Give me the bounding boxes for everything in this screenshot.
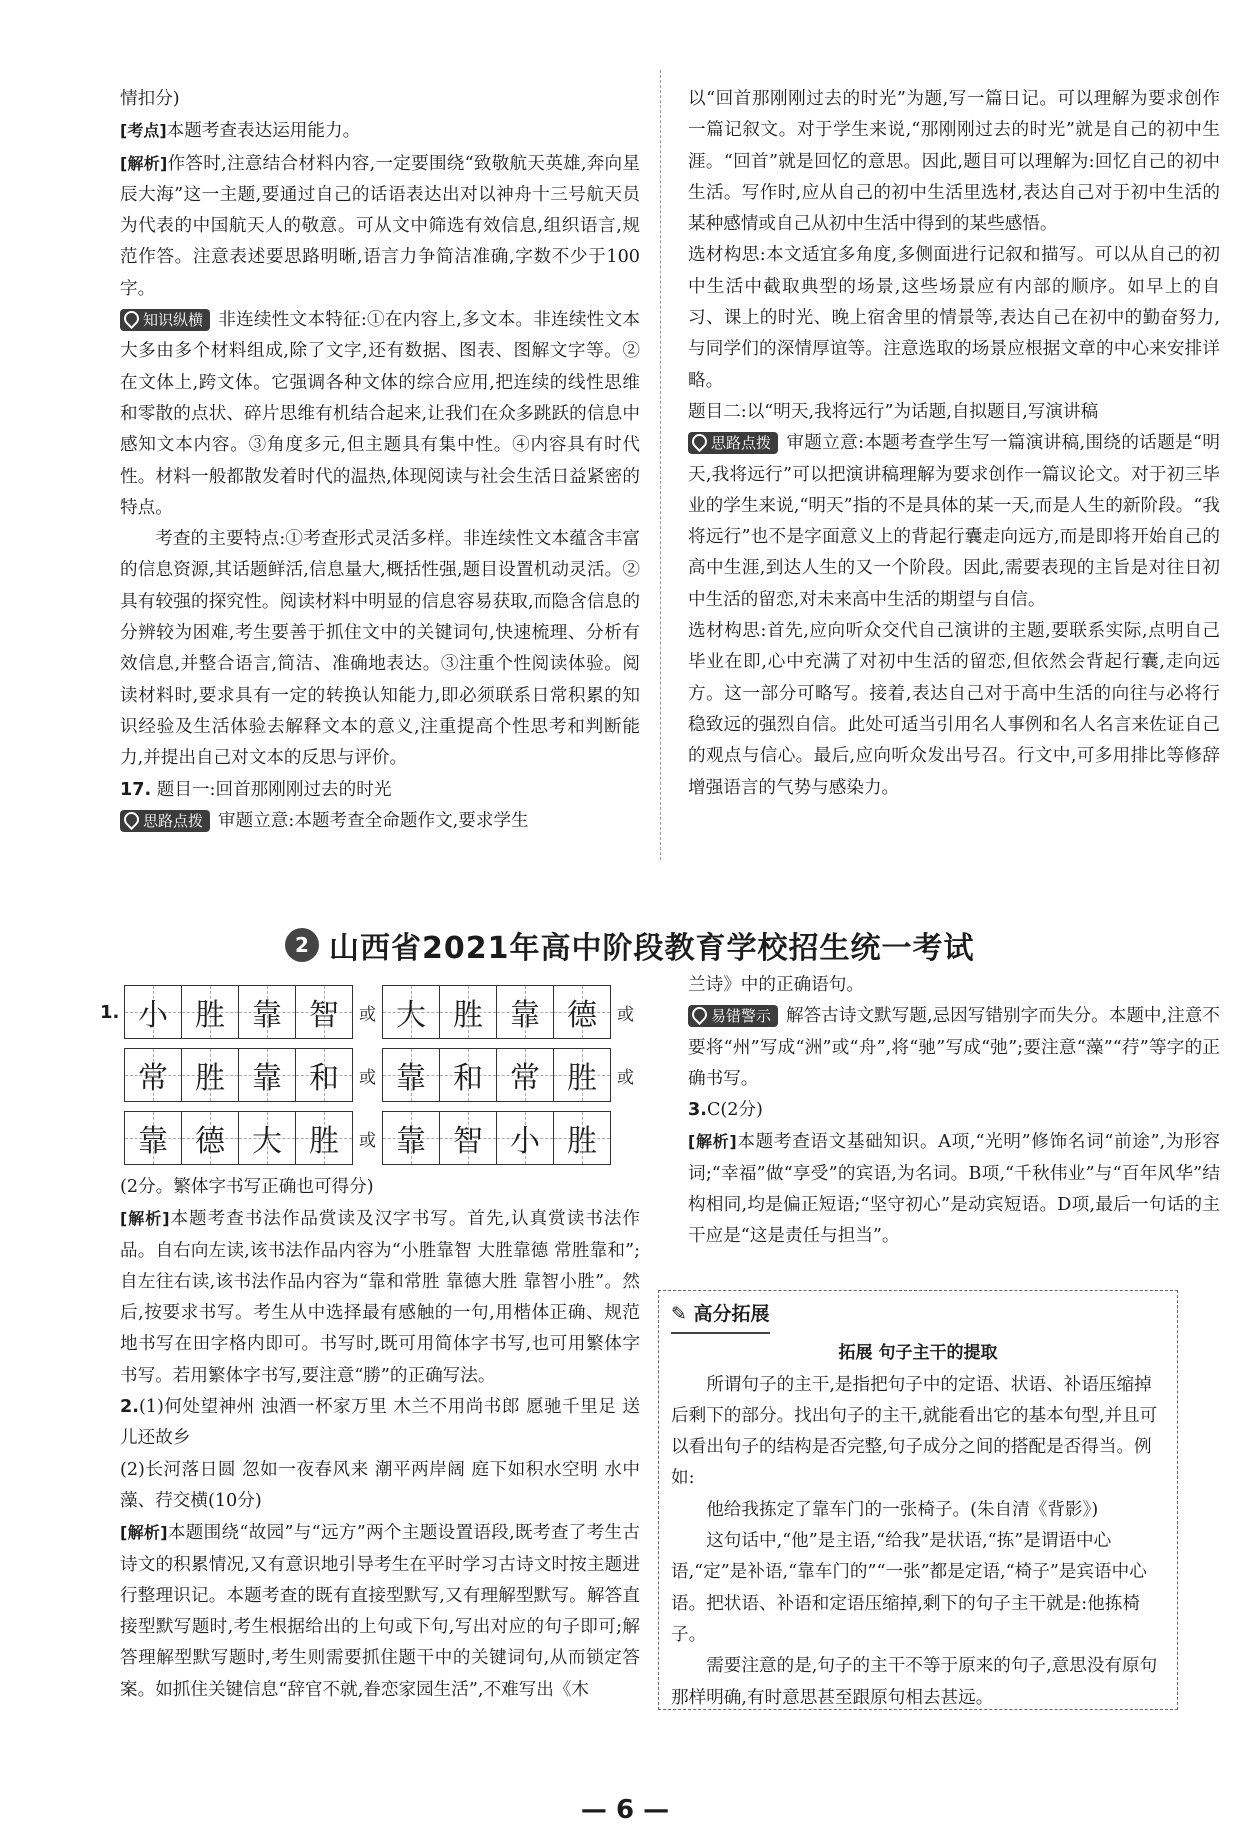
silu-tag-label: 思路点拨 (143, 811, 204, 830)
yicuo-para (688, 1001, 1220, 1095)
grid-cell: 智 (296, 986, 352, 1038)
yicuo-text: 解答古诗文默写题,忌因写错别字而失分。本题中,注意不要将“州”写成“洲”或“舟”,将“驰”写成“弛”;要注意“藻”“荇”等字的正确书写。 (688, 1006, 1220, 1089)
or-label: 或 (359, 1067, 376, 1088)
grid-cell: 常 (125, 1049, 182, 1101)
page-number: — 6 — (580, 1795, 670, 1825)
essay-analysis-1: 以“回首那刚刚过去的时光”为题,写一篇日记。可以理解为要求创作一篇记叙文。对于学生来说,“那刚刚过去的时光”就是自己的初中生涯。“回首”就是回忆的意思。因此,题目可以理解为:回忆自己的初中生活。写作时,应从自己的初中生活里选材,表达自己对于初中生活的某种感情或自己从初中生活中得到的某些感悟。 (688, 89, 1220, 235)
grid-2b (382, 1048, 611, 1102)
grid-2a (124, 1048, 353, 1102)
grid-cell: 靠 (125, 1112, 182, 1164)
q2-a2: (2)长河落日圆 忽如一夜春风来 潮平两岸阔 庭下如积水空明 水中藻、荇交横(10分) (120, 1459, 640, 1511)
box-title: 拓展 句子主干的提取 (838, 1343, 998, 1364)
pin-icon (689, 1004, 710, 1025)
pin-icon (689, 431, 710, 452)
section-header (285, 920, 975, 970)
topic-two: 题目二:以“明天,我将远行”为话题,自拟题目,写演讲稿 (688, 401, 1099, 422)
grid-cell: 和 (440, 1049, 497, 1101)
box-para-3: 需要注意的是,句子的主干不等于原来的句子,意思没有原句那样明确,有时意思甚至跟原句相去甚远。 (671, 1656, 1158, 1708)
extension-box (658, 1290, 1178, 1710)
pin-icon (121, 809, 142, 830)
silu-para-left (120, 806, 640, 837)
grid-3b (382, 1111, 611, 1165)
grid-cell: 大 (239, 1112, 296, 1164)
q1-jiexi-label: [解析] (120, 1209, 170, 1229)
jiexi-label: [解析] (120, 153, 168, 173)
q3-jiexi-label: [解析] (688, 1132, 737, 1152)
grid-cell: 靠 (383, 1112, 440, 1164)
silu-tag (120, 810, 210, 832)
grid-cell: 胜 (182, 1049, 239, 1101)
zhishi-text: 非连续性文本特征:①在内容上,多文本。非连续性文本大多由多个材料组成,除了文字,还有数据、图表、图解文字等。②在文体上,跨文体。它强调各种文体的综合应用,把连续的线性思维和零散的点状、碎片思维有机结合起来,让我们在众多跳跃的信息中感知文本内容。③角度多元,但主题具有集中性。④内容具有时代性。材料一般都散发着时代的温热,体现阅读与社会生活日益紧密的特点。 (120, 310, 640, 518)
essay-analysis-2: 审题立意:本题考查学生写一篇演讲稿,围绕的话题是“明天,我将远行”可以把演讲稿理解为要求创作一篇议论文。对于初三毕业的学生来说,“明天”指的不是具体的某一天,而是人生的新阶段。“我将远行”也不是字面意义上的背起行囊走向远方,而是即将开始自己的高中生涯,到达人生的又一个阶段。因此,需要表现的主旨是对往日初中生活的留恋,对未来高中生活的期望与自信。 (688, 433, 1220, 610)
grid-cell: 靠 (383, 1049, 440, 1101)
left-column-lower (120, 1172, 640, 1706)
silu-tag-right-label: 思路点拨 (711, 434, 772, 453)
q2-jiexi (120, 1517, 640, 1706)
grid-cell: 胜 (554, 1112, 610, 1164)
q2-number: 2. (120, 1397, 139, 1418)
grid-cell: 德 (554, 986, 610, 1038)
box-example: 他给我拣定了靠车门的一张椅子。(朱自清《背影》) (706, 1499, 1099, 1520)
jiexi-para (120, 148, 640, 305)
q3-number: 3. (688, 1100, 707, 1121)
q3-answer-text: C(2分) (706, 1100, 763, 1121)
q1-score: (2分。繁体字书写正确也可得分) (120, 1177, 374, 1197)
right-column-lower (688, 970, 1220, 1253)
kaodian-label: [考点] (120, 121, 167, 141)
grid-cell: 靠 (239, 986, 296, 1038)
grid-cell: 小 (497, 1112, 554, 1164)
pin-icon (121, 308, 142, 329)
grid-cell: 和 (296, 1049, 352, 1101)
grid-cell: 德 (182, 1112, 239, 1164)
jiexi-text: 作答时,注意结合材料内容,一定要围绕“致敬航天英雄,奔向星辰大海”这一主题,要通过自己的话语表达出对以神舟十三号航天员为代表的中国航天人的敬意。可从文中筛选有效信息,组织语言,规范作答。注意表述要思路明晰,语言力争简洁准确,字数不少于100字。 (120, 153, 640, 299)
zhishi-para (120, 305, 640, 524)
grid-3a (124, 1111, 353, 1165)
q3-answer (688, 1095, 1220, 1126)
grid-cell: 胜 (440, 986, 497, 1038)
zhishi-tag-label: 知识纵横 (143, 311, 204, 330)
grid-cell: 小 (125, 986, 182, 1038)
q2-a1-text: (1)何处望神州 浊酒一杯家万里 木兰不用尚书郎 愿驰千里足 送儿还故乡 (120, 1397, 640, 1449)
essay-material-2: 选材构思:首先,应向听众交代自己演讲的主题,要联系实际,点明自己毕业在即,心中充满了对初中生活的留恋,但依然会背起行囊,走向远方。这一部分可略写。接着,表达自己对于高中生活的向往与必将行稳致远的强烈自信。此处可适当引用名人事例和名人名言来佐证自己的观点与信心。最后,应向听众发出号召。行文中,可多用排比等修辞增强语言的气势与感染力。 (688, 621, 1220, 798)
q2-jiexi-text: 本题围绕“故园”与“远方”两个主题设置语段,既考查了考生古诗文的积累情况,又有意识地引导考生在平时学习古诗文时按主题进行整理识记。本题考查的既有直接型默写,又有理解型默写。解答直接型默写题时,考生根据给出的上句或下句,写出对应的句子即可;解答理解型默写题时,考生则需要抓住题干中的关键词句,从而锁定答案。如抓住关键信息“辞官不就,眷恋家园生活”,不难写出《木 (120, 1523, 640, 1700)
pen-icon: ✎ (671, 1303, 687, 1325)
box-para-1: 所谓句子的主干,是指把句子中的定语、状语、补语压缩掉后剩下的部分。找出句子的主干,就能看出它的基本句型,并且可以看出句子的结构是否完整,句子成分之间的搭配是否得当。例如: (671, 1374, 1158, 1489)
left-column-top (120, 84, 640, 837)
section-number: 2 (285, 928, 319, 962)
line-continuation: 情扣分) (120, 89, 180, 109)
grid-1a (124, 985, 353, 1039)
q1-number: 1. (100, 1001, 120, 1023)
q17-number: 17. (120, 779, 152, 800)
box-para-2: 这句话中,“他”是主语,“给我”是状语,“拣”是谓语中心语,“定”是补语,“靠车门的”“一张”都是定语,“椅子”是宾语中心语。把状语、补语和定语压缩掉,剩下的句子主干就是:他拣椅子。 (671, 1531, 1147, 1645)
kaodian-para (120, 115, 640, 147)
essay-material-1: 选材构思:本文适宜多角度,多侧面进行记叙和描写。可以从自己的初中生活中截取典型的场景,这些场景应有内部的顺序。如早上的自习、课上的时光、晚上宿舍里的情景等,表达自己在初中的勤奋努力,与同学们的深情厚谊等。注意选取的场景应根据文章的中心来安排详略。 (688, 245, 1220, 391)
grid-row-3 (100, 1111, 611, 1165)
grid-cell: 大 (383, 986, 440, 1038)
grid-cell: 靠 (497, 986, 554, 1038)
or-label: 或 (617, 1004, 634, 1025)
right-column-top (688, 84, 1220, 804)
grid-cell: 胜 (554, 1049, 610, 1101)
or-label: 或 (617, 1067, 634, 1088)
silu-text: 审题立意:本题考查全命题作文,要求学生 (218, 810, 529, 831)
kaodian-text: 本题考查表达运用能力。 (166, 121, 361, 142)
q2-jiexi-label: [解析] (120, 1523, 168, 1543)
kaocha-para: 考查的主要特点:①考查形式灵活多样。非连续性文本蕴含丰富的信息资源,其话题鲜活,信息量大,概括性强,题目设置机动灵活。②具有较强的探究性。阅读材料中明显的信息容易获取,而隐含信息的分辨较为困难,考生要善于抓住文中的关键词句,快速梳理、分析有效信息,并整合语言,简洁、准确地表达。③注重个性阅读体验。阅读材料时,要求具有一定的转换认知能力,即必须联系日常积累的知识经验及生活体验去解释文本的意义,注重提高个性思考和判断能力,并提出自己对文本的反思与评价。 (120, 529, 640, 769)
yicuo-tag (688, 1005, 778, 1027)
silu-para-right (688, 428, 1220, 616)
grid-cell: 智 (440, 1112, 497, 1164)
q17-title-text: 题目一:回首那刚刚过去的时光 (156, 779, 392, 800)
q1-jiexi (120, 1203, 640, 1392)
q1-jiexi-text: 本题考查书法作品赏读及汉字书写。首先,认真赏读书法作品。自右向左读,该书法作品内容为“小胜靠智 大胜靠德 常胜靠和”;自左往右读,该书法作品内容为“靠和常胜 靠德大胜 靠智小胜”。然后,按要求书写。考生从中选择最有感触的一句,用楷体正确、规范地书写在田字格内即可。书写时,既可用简体字书写,也可用繁体字书写。若用繁体字书写,要注意“勝”的正确写法。 (120, 1209, 640, 1386)
or-label: 或 (359, 1130, 376, 1151)
grid-cell: 靠 (239, 1049, 296, 1101)
zhishi-tag (120, 309, 210, 331)
silu-tag-right (688, 432, 778, 454)
yicuo-tag-label: 易错警示 (711, 1007, 772, 1026)
q17-title (120, 775, 640, 806)
box-heading-label: 高分拓展 (693, 1303, 770, 1325)
q3-jiexi (688, 1126, 1220, 1252)
grid-1b (382, 985, 611, 1039)
q3-jiexi-text: 本题考查语文基础知识。A项,“光明”修饰名词“前途”,为形容词;“幸福”做“享受”的宾语,为名词。B项,“千秋伟业”与“百年风华”结构相同,均是偏正短语;“坚守初心”是动宾短语。D项,最后一句话的主干应是“这是责任与担当”。 (688, 1132, 1220, 1247)
grid-cell: 胜 (182, 986, 239, 1038)
section-title: 山西省2021年高中阶段教育学校招生统一考试 (329, 931, 975, 966)
q2-a1 (120, 1392, 640, 1455)
q2-continuation: 兰诗》中的正确语句。 (688, 975, 864, 995)
box-heading (671, 1299, 770, 1334)
grid-row-2 (100, 1048, 640, 1102)
grid-cell: 胜 (296, 1112, 352, 1164)
column-divider (660, 70, 661, 860)
grid-row-1 (100, 985, 640, 1039)
or-label: 或 (359, 1004, 376, 1025)
grid-cell: 常 (497, 1049, 554, 1101)
